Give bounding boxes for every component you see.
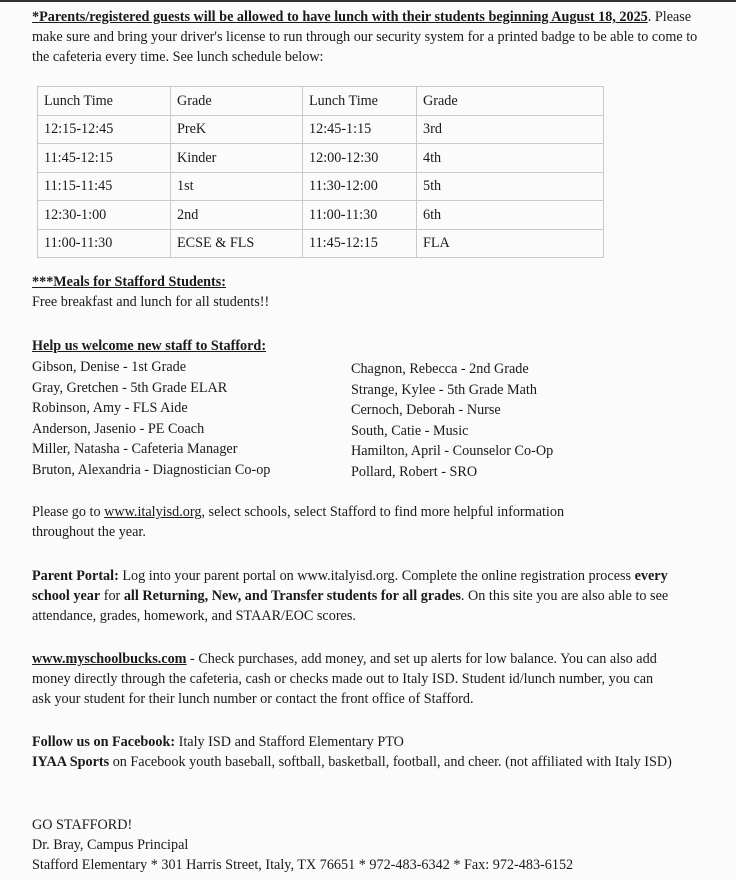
principal-name: Dr. Bray, Campus Principal bbox=[32, 837, 189, 853]
table-row bbox=[38, 144, 604, 173]
schoolbucks-text: - Check purchases, add money, and set up alerts for low balance. You can also add money directly through the cafeteria, cash or checks made out to Italy ISD. Student id/lunch number, you can ask your student for their lunch number or contact the front office of Stafford. bbox=[32, 651, 657, 707]
new-staff-heading bbox=[32, 336, 712, 356]
portal-text-2: for bbox=[100, 588, 124, 604]
intro-paragraph bbox=[32, 7, 712, 67]
website-post: , select schools, select Stafford to find more helpful information throughout the year. bbox=[32, 504, 565, 540]
facebook-paragraph bbox=[32, 732, 672, 772]
portal-text-1: Log into your parent portal on www.italyisd.org. Complete the online registration process bbox=[118, 568, 635, 584]
table-cell: 11:45-12:15 bbox=[303, 229, 417, 258]
iyaa-text: on Facebook youth baseball, softball, basketball, football, and cheer. (not affiliated with Italy ISD) bbox=[109, 754, 672, 770]
top-rule bbox=[0, 0, 736, 2]
italyisd-link[interactable]: www.italyisd.org bbox=[104, 504, 202, 520]
list-item: Hamilton, April - Counselor Co-Op bbox=[351, 443, 554, 459]
table-header-row bbox=[38, 87, 604, 116]
table-cell: 6th bbox=[417, 201, 604, 230]
table-cell: 1st bbox=[171, 172, 303, 201]
list-item: Strange, Kylee - 5th Grade Math bbox=[351, 381, 537, 398]
intro-bold-lead: *Parents/registered guests will be allowed to have lunch with their students beginning August 18, 2025 bbox=[32, 9, 648, 25]
table-row bbox=[38, 115, 604, 144]
new-staff-right-list bbox=[351, 359, 651, 482]
header-cell: Grade bbox=[171, 87, 303, 116]
list-item: Robinson, Amy - FLS Aide bbox=[32, 400, 188, 416]
table-cell: 11:00-11:30 bbox=[303, 201, 417, 230]
portal-text-3: . On this site you are also able to see attendance, grades, homework, and STAAR/EOC scores. bbox=[32, 588, 669, 624]
facebook-text: Italy ISD and Stafford Elementary PTO bbox=[175, 734, 404, 750]
list-item: Chagnon, Rebecca - 2nd Grade bbox=[351, 361, 529, 377]
iyaa-label: IYAA Sports bbox=[32, 754, 110, 770]
list-item: Cernoch, Deborah - Nurse bbox=[351, 402, 501, 418]
website-paragraph bbox=[32, 502, 622, 542]
list-item: Bruton, Alexandria - Diagnostician Co-op bbox=[32, 461, 271, 478]
table-cell: 12:45-1:15 bbox=[303, 115, 417, 144]
facebook-label: Follow us on Facebook: bbox=[32, 734, 176, 750]
website-pre: Please go to bbox=[32, 504, 105, 520]
table-cell: 12:15-12:45 bbox=[38, 115, 171, 144]
signoff-block bbox=[32, 815, 712, 875]
table-cell: 3rd bbox=[417, 115, 604, 144]
list-item: Pollard, Robert - SRO bbox=[351, 463, 478, 480]
header-cell: Lunch Time bbox=[303, 87, 417, 116]
intro-body: . Please make sure and bring your driver's license to run through our security system for a printed badge to be able to come to the cafeteria every time. See lunch schedule below: bbox=[32, 9, 698, 65]
table-row bbox=[38, 229, 604, 258]
list-item: Miller, Natasha - Cafeteria Manager bbox=[32, 441, 238, 457]
meals-heading bbox=[32, 272, 712, 292]
table-cell: Kinder bbox=[171, 144, 303, 173]
parent-portal-paragraph bbox=[32, 566, 672, 626]
new-staff-heading-text: Help us welcome new staff to Stafford: bbox=[32, 338, 267, 354]
portal-bold-1: every school year bbox=[32, 568, 668, 604]
list-item: Gibson, Denise - 1st Grade bbox=[32, 359, 187, 375]
table-cell: ECSE & FLS bbox=[171, 229, 303, 258]
table-cell: 12:30-1:00 bbox=[38, 201, 171, 230]
table-cell: FLA bbox=[417, 229, 604, 258]
meals-heading-text: ***Meals for Stafford Students: bbox=[32, 274, 227, 290]
header-cell: Lunch Time bbox=[38, 87, 171, 116]
school-address: Stafford Elementary * 301 Harris Street, Italy, TX 76651 * 972-483-6342 * Fax: 972-483-6152 bbox=[32, 857, 574, 873]
new-staff-left-list bbox=[32, 357, 332, 480]
list-item: Anderson, Jasenio - PE Coach bbox=[32, 420, 205, 437]
table-cell: 11:15-11:45 bbox=[38, 172, 171, 201]
table-row bbox=[38, 172, 604, 201]
meals-text: Free breakfast and lunch for all students!! bbox=[32, 294, 270, 310]
lunch-schedule-table bbox=[37, 86, 604, 258]
table-row bbox=[38, 201, 604, 230]
portal-bold-2: all Returning, New, and Transfer students for all grades bbox=[123, 588, 461, 604]
table-cell: 11:00-11:30 bbox=[38, 229, 171, 258]
go-stafford: GO STAFFORD! bbox=[32, 817, 133, 833]
myschoolbucks-link[interactable]: www.myschoolbucks.com bbox=[32, 651, 187, 667]
list-item: Gray, Gretchen - 5th Grade ELAR bbox=[32, 379, 228, 396]
table-cell: 11:30-12:00 bbox=[303, 172, 417, 201]
parent-portal-label: Parent Portal: bbox=[32, 568, 119, 584]
table-cell: 12:00-12:30 bbox=[303, 144, 417, 173]
table-cell: 4th bbox=[417, 144, 604, 173]
list-item: South, Catie - Music bbox=[351, 422, 469, 439]
schoolbucks-paragraph bbox=[32, 649, 662, 709]
table-cell: 2nd bbox=[171, 201, 303, 230]
table-cell: 5th bbox=[417, 172, 604, 201]
header-cell: Grade bbox=[417, 87, 604, 116]
table-cell: 11:45-12:15 bbox=[38, 144, 171, 173]
table-cell: PreK bbox=[171, 115, 303, 144]
